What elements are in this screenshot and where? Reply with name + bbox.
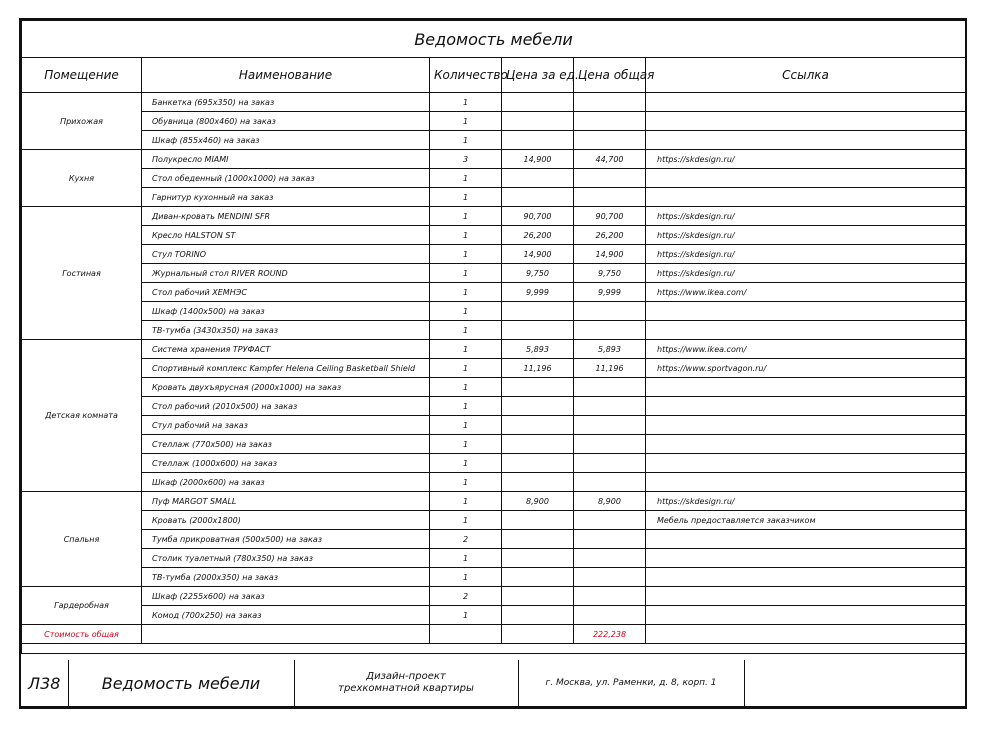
item-name-cell: Стул TORINO	[142, 245, 430, 264]
total-price-cell	[574, 302, 646, 321]
total-price-cell: 9,750	[574, 264, 646, 283]
link-cell: Мебель предоставляется заказчиком	[646, 511, 966, 530]
total-price-cell	[574, 169, 646, 188]
qty-cell: 1	[430, 359, 502, 378]
link-cell	[646, 473, 966, 492]
unit-price-cell	[502, 131, 574, 150]
drawing-sheet	[19, 18, 967, 709]
item-name-cell: ТВ-тумба (2000х350) на заказ	[142, 568, 430, 587]
project-line-1: Дизайн-проект	[366, 671, 446, 682]
item-name-cell: Комод (700х250) на заказ	[142, 606, 430, 625]
total-price-cell: 11,196	[574, 359, 646, 378]
item-name-cell: Кровать (2000х1800)	[142, 511, 430, 530]
link-cell: https://www.ikea.com/	[646, 340, 966, 359]
table-row	[22, 169, 966, 188]
total-empty-qty	[430, 625, 502, 644]
unit-price-cell	[502, 416, 574, 435]
link-cell: https://www.sportvagon.ru/	[646, 359, 966, 378]
item-name-cell: Обувница (800х460) на заказ	[142, 112, 430, 131]
qty-cell: 1	[430, 112, 502, 131]
unit-price-cell	[502, 397, 574, 416]
unit-price-cell	[502, 169, 574, 188]
table-row	[22, 226, 966, 245]
item-name-cell: Тумба прикроватная (500х500) на заказ	[142, 530, 430, 549]
item-name-cell: Стул рабочий на заказ	[142, 416, 430, 435]
item-name-cell: Кровать двухъярусная (2000х1000) на заказ	[142, 378, 430, 397]
table-row	[22, 454, 966, 473]
total-price-cell	[574, 378, 646, 397]
table-row	[22, 397, 966, 416]
item-name-cell: Столик туалетный (780х350) на заказ	[142, 549, 430, 568]
item-name-cell: Шкаф (1400х500) на заказ	[142, 302, 430, 321]
qty-cell: 1	[430, 131, 502, 150]
spacer-cell	[22, 644, 966, 654]
qty-cell: 1	[430, 321, 502, 340]
qty-cell: 1	[430, 226, 502, 245]
unit-price-cell	[502, 549, 574, 568]
qty-cell: 1	[430, 435, 502, 454]
link-cell	[646, 435, 966, 454]
total-price-cell	[574, 511, 646, 530]
item-name-cell: Полукресло MIAMI	[142, 150, 430, 169]
link-cell: https://skdesign.ru/	[646, 492, 966, 511]
item-name-cell: Шкаф (2255х600) на заказ	[142, 587, 430, 606]
qty-cell: 1	[430, 302, 502, 321]
unit-price-cell: 9,750	[502, 264, 574, 283]
table-row	[22, 112, 966, 131]
total-price-cell	[574, 397, 646, 416]
link-cell	[646, 93, 966, 112]
item-name-cell: Стол обеденный (1000х1000) на заказ	[142, 169, 430, 188]
qty-cell: 2	[430, 530, 502, 549]
qty-cell: 1	[430, 549, 502, 568]
total-price-cell	[574, 587, 646, 606]
link-cell: https://www.ikea.com/	[646, 283, 966, 302]
link-cell: https://skdesign.ru/	[646, 226, 966, 245]
qty-cell: 1	[430, 416, 502, 435]
total-price-cell: 8,900	[574, 492, 646, 511]
link-cell: https://skdesign.ru/	[646, 150, 966, 169]
total-price-cell: 44,700	[574, 150, 646, 169]
total-value: 222,238	[574, 625, 646, 644]
unit-price-cell	[502, 568, 574, 587]
item-name-cell: Система хранения ТРУФАСТ	[142, 340, 430, 359]
item-name-cell: Банкетка (695х350) на заказ	[142, 93, 430, 112]
spacer-row	[22, 644, 966, 654]
link-cell	[646, 416, 966, 435]
link-cell	[646, 302, 966, 321]
unit-price-cell	[502, 587, 574, 606]
link-cell	[646, 454, 966, 473]
qty-cell: 1	[430, 606, 502, 625]
table-row	[22, 264, 966, 283]
total-empty-link	[646, 625, 966, 644]
link-cell	[646, 587, 966, 606]
link-cell	[646, 131, 966, 150]
table-row	[22, 587, 966, 606]
link-cell	[646, 568, 966, 587]
qty-cell: 1	[430, 473, 502, 492]
total-price-cell	[574, 454, 646, 473]
col-header-qty: Количество	[430, 58, 502, 93]
qty-cell: 1	[430, 188, 502, 207]
total-price-cell: 26,200	[574, 226, 646, 245]
unit-price-cell: 11,196	[502, 359, 574, 378]
unit-price-cell	[502, 188, 574, 207]
total-row	[22, 625, 966, 644]
table-row	[22, 245, 966, 264]
total-price-cell	[574, 93, 646, 112]
table-row	[22, 188, 966, 207]
link-cell	[646, 169, 966, 188]
qty-cell: 1	[430, 283, 502, 302]
unit-price-cell: 8,900	[502, 492, 574, 511]
qty-cell: 1	[430, 511, 502, 530]
room-cell: Прихожая	[22, 93, 142, 150]
unit-price-cell	[502, 454, 574, 473]
total-empty-name	[142, 625, 430, 644]
qty-cell: 1	[430, 264, 502, 283]
table-row	[22, 568, 966, 587]
link-cell: https://skdesign.ru/	[646, 264, 966, 283]
unit-price-cell	[502, 302, 574, 321]
qty-cell: 1	[430, 340, 502, 359]
table-row	[22, 549, 966, 568]
total-price-cell: 14,900	[574, 245, 646, 264]
qty-cell: 3	[430, 150, 502, 169]
link-cell	[646, 378, 966, 397]
qty-cell: 1	[430, 492, 502, 511]
table-row	[22, 340, 966, 359]
total-price-cell	[574, 473, 646, 492]
total-price-cell	[574, 606, 646, 625]
table-row	[22, 435, 966, 454]
unit-price-cell: 26,200	[502, 226, 574, 245]
room-cell: Спальня	[22, 492, 142, 587]
link-cell	[646, 188, 966, 207]
link-cell	[646, 112, 966, 131]
table-row	[22, 416, 966, 435]
table-row	[22, 511, 966, 530]
sheet-number: Л38	[21, 660, 68, 707]
link-cell	[646, 321, 966, 340]
table-row	[22, 492, 966, 511]
room-cell: Гостиная	[22, 207, 142, 340]
item-name-cell: Спортивный комплекс Kampfer Helena Ceiling Basketball Shield	[142, 359, 430, 378]
qty-cell: 1	[430, 169, 502, 188]
furniture-schedule-table	[21, 20, 966, 654]
table-row	[22, 321, 966, 340]
link-cell	[646, 549, 966, 568]
item-name-cell: Стол рабочий (2010х500) на заказ	[142, 397, 430, 416]
unit-price-cell	[502, 112, 574, 131]
table-row	[22, 150, 966, 169]
table-title: Ведомость мебели	[22, 21, 966, 58]
table-row	[22, 93, 966, 112]
link-cell	[646, 530, 966, 549]
qty-cell: 1	[430, 207, 502, 226]
col-header-room: Помещение	[22, 58, 142, 93]
unit-price-cell	[502, 473, 574, 492]
qty-cell: 1	[430, 93, 502, 112]
table-row	[22, 131, 966, 150]
item-name-cell: Пуф MARGOT SMALL	[142, 492, 430, 511]
link-cell: https://skdesign.ru/	[646, 207, 966, 226]
qty-cell: 1	[430, 568, 502, 587]
table-row	[22, 473, 966, 492]
col-header-total-price: Цена общая	[574, 58, 646, 93]
link-cell	[646, 397, 966, 416]
project-name	[294, 660, 518, 707]
unit-price-cell	[502, 321, 574, 340]
total-price-cell	[574, 188, 646, 207]
total-price-cell: 9,999	[574, 283, 646, 302]
unit-price-cell: 90,700	[502, 207, 574, 226]
link-cell: https://skdesign.ru/	[646, 245, 966, 264]
item-name-cell: Стол рабочий ХЕМНЭС	[142, 283, 430, 302]
item-name-cell: Кресло HALSTON ST	[142, 226, 430, 245]
unit-price-cell	[502, 93, 574, 112]
qty-cell: 1	[430, 245, 502, 264]
room-cell: Гардеробная	[22, 587, 142, 625]
title-block	[21, 660, 965, 707]
table-row	[22, 530, 966, 549]
total-price-cell	[574, 416, 646, 435]
unit-price-cell	[502, 530, 574, 549]
total-empty-unit	[502, 625, 574, 644]
total-price-cell	[574, 530, 646, 549]
col-header-link: Ссылка	[646, 58, 966, 93]
total-label: Стоимость общая	[22, 625, 142, 644]
project-address: г. Москва, ул. Раменки, д. 8, корп. 1	[518, 660, 744, 707]
link-cell	[646, 606, 966, 625]
qty-cell: 1	[430, 397, 502, 416]
table-row	[22, 283, 966, 302]
item-name-cell: Диван-кровать MENDINI SFR	[142, 207, 430, 226]
total-price-cell: 90,700	[574, 207, 646, 226]
stamp-empty-cell	[744, 660, 965, 707]
unit-price-cell	[502, 435, 574, 454]
unit-price-cell: 14,900	[502, 245, 574, 264]
unit-price-cell: 5,893	[502, 340, 574, 359]
total-price-cell	[574, 435, 646, 454]
total-price-cell	[574, 112, 646, 131]
total-price-cell	[574, 568, 646, 587]
item-name-cell: ТВ-тумба (3430х350) на заказ	[142, 321, 430, 340]
total-price-cell	[574, 321, 646, 340]
col-header-name: Наименование	[142, 58, 430, 93]
table-row	[22, 378, 966, 397]
unit-price-cell	[502, 378, 574, 397]
table-row	[22, 207, 966, 226]
table-row	[22, 302, 966, 321]
qty-cell: 1	[430, 454, 502, 473]
item-name-cell: Шкаф (2000х600) на заказ	[142, 473, 430, 492]
room-cell: Детская комната	[22, 340, 142, 492]
item-name-cell: Шкаф (855х460) на заказ	[142, 131, 430, 150]
item-name-cell: Стеллаж (770х500) на заказ	[142, 435, 430, 454]
item-name-cell: Стеллаж (1000х600) на заказ	[142, 454, 430, 473]
unit-price-cell	[502, 606, 574, 625]
item-name-cell: Гарнитур кухонный на заказ	[142, 188, 430, 207]
unit-price-cell	[502, 511, 574, 530]
col-header-unit-price: Цена за ед.	[502, 58, 574, 93]
table-row	[22, 606, 966, 625]
sheet-title: Ведомость мебели	[68, 660, 294, 707]
total-price-cell	[574, 131, 646, 150]
qty-cell: 2	[430, 587, 502, 606]
total-price-cell: 5,893	[574, 340, 646, 359]
total-price-cell	[574, 549, 646, 568]
item-name-cell: Журнальный стол RIVER ROUND	[142, 264, 430, 283]
project-line-2: трехкомнатной квартиры	[338, 683, 474, 694]
unit-price-cell: 14,900	[502, 150, 574, 169]
unit-price-cell: 9,999	[502, 283, 574, 302]
table-row	[22, 359, 966, 378]
room-cell: Кухня	[22, 150, 142, 207]
qty-cell: 1	[430, 378, 502, 397]
